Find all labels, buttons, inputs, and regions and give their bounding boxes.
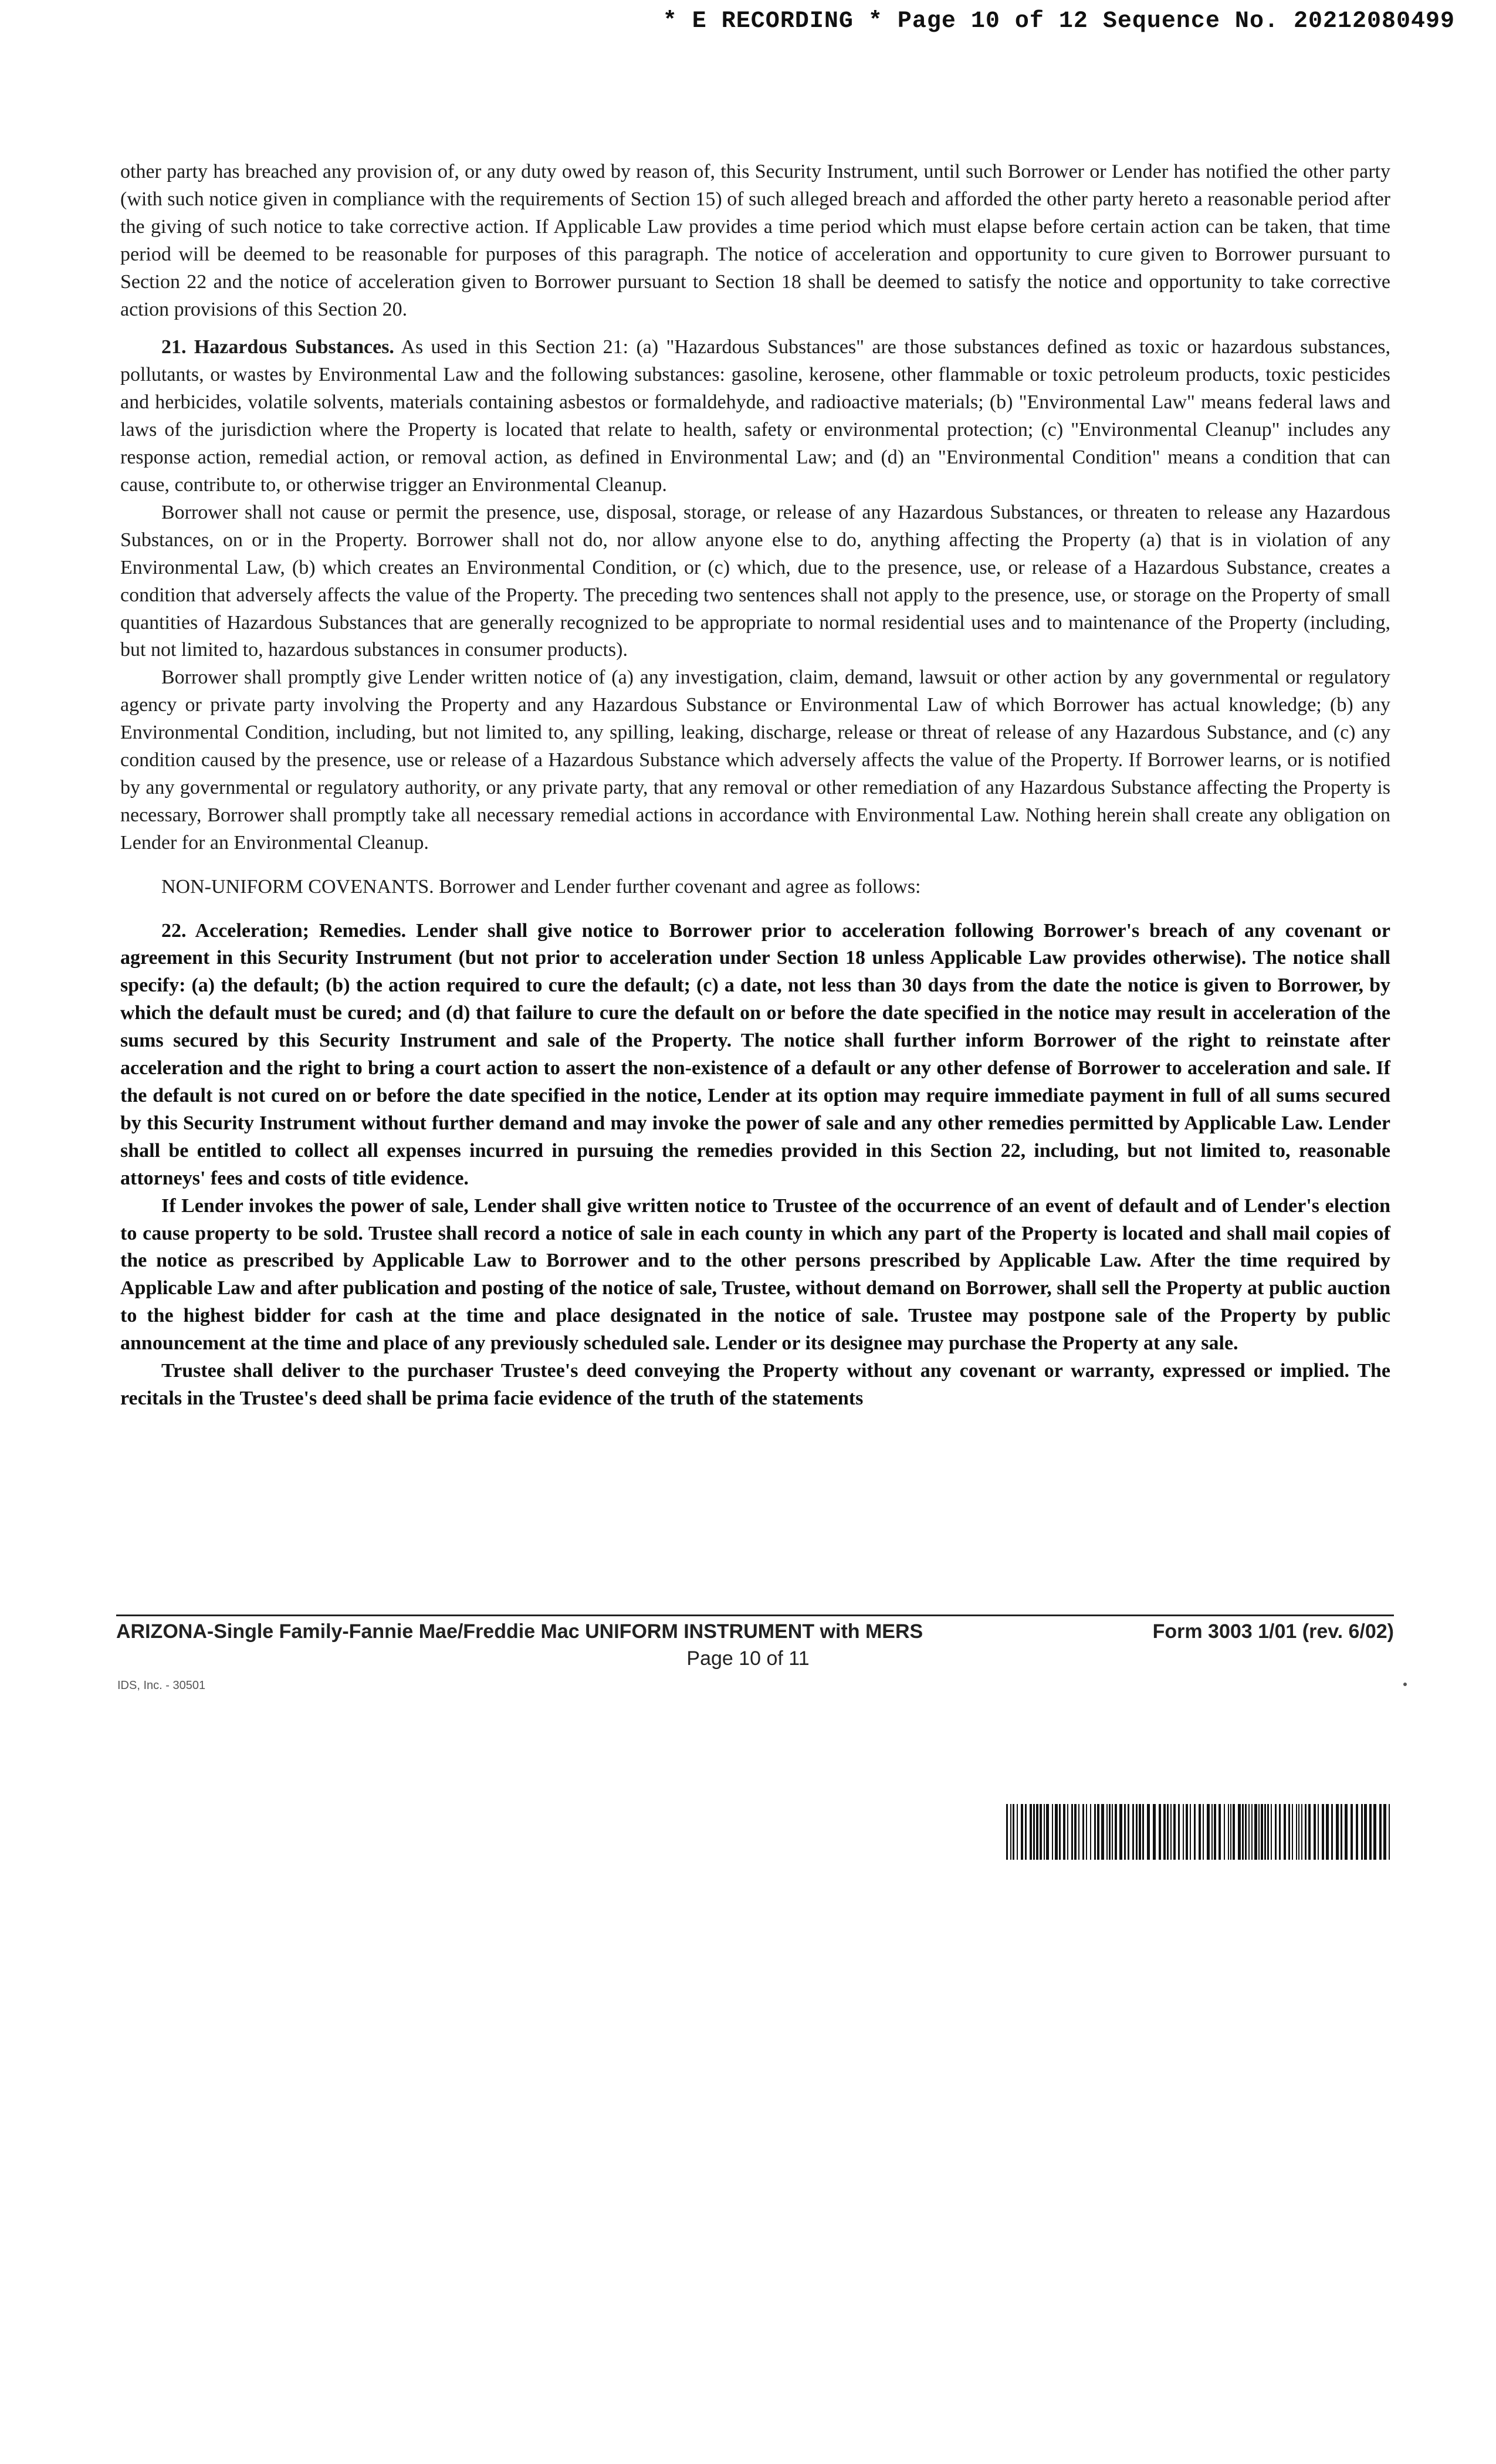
barcode-bar xyxy=(1296,1804,1297,1860)
footer-form-title: ARIZONA-Single Family-Fannie Mae/Freddie Mac UNIFORM INSTRUMENT with MERS xyxy=(116,1620,923,1643)
barcode-bar xyxy=(1052,1804,1053,1860)
barcode-bar xyxy=(1305,1804,1307,1860)
barcode-bar xyxy=(1214,1804,1216,1860)
barcode-bar xyxy=(1373,1804,1376,1860)
barcode-bar xyxy=(1074,1804,1077,1860)
barcode-bar xyxy=(1067,1804,1068,1860)
barcode-bar xyxy=(1219,1804,1221,1860)
barcode-bar xyxy=(1364,1804,1367,1860)
barcode-bar xyxy=(1207,1804,1210,1860)
paragraph-trustee-deed: Trustee shall deliver to the purchaser Trustee's deed conveying the Property without any covenant or warranty, expressed or implied. The recitals in the Trustee's deed shall be prima facie evidence of the truth of the statements xyxy=(120,1360,1390,1409)
barcode-bar xyxy=(1147,1804,1150,1860)
barcode-bar xyxy=(1006,1804,1008,1860)
barcode-bar xyxy=(1112,1804,1113,1860)
barcode-bar xyxy=(1245,1804,1247,1860)
barcode-bar xyxy=(1233,1804,1235,1860)
barcode-bar xyxy=(1211,1804,1213,1860)
paragraph-borrower-shall-not: Borrower shall not cause or permit the presence, use, disposal, storage, or release of any Hazardous Substances, or threaten to release any Hazardous Substances, on or in the Property. Borrower shall not do, nor allow anyone else to do, anything affecting the Property (a) that is in violation of any Environmental Law, (b) which creates an Environmental Condition, or (c) which, due to the presence, use, or release of a Hazardous Substance, creates a condition that adversely affects the value of the Property. The preceding two sentences shall not apply to the presence, use, or storage on the Property of small quantities of Hazardous Substances that are generally recognized to be appropriate to normal residential uses and to maintenance of the Property (including, but not limited to, hazardous substances in consumer products). xyxy=(120,501,1390,661)
barcode-bar xyxy=(1264,1804,1266,1860)
barcode-bar xyxy=(1186,1804,1188,1860)
barcode-bar xyxy=(1331,1804,1333,1860)
footer-form-line xyxy=(116,1620,1394,1643)
barcode-bar xyxy=(1254,1804,1257,1860)
barcode-bar xyxy=(1361,1804,1363,1860)
section-21-text: As used in this Section 21: (a) "Hazardous Substances" are those substances defined as toxic or hazardous substances, pollutants, or wastes by Environmental Law and the following substances: gasoline, kerosene, other flammable or toxic petroleum products, toxic pesticides and herbicides, volatile solvents, materials containing asbestos or formaldehyde, and radioactive materials; (b) "Environmental Law" means federal laws and laws of the jurisdiction where the Property is located that relate to health, safety or environmental protection; (c) "Environmental Cleanup" includes any response action, remedial action, or removal action, as defined in Environmental Law; and (d) an "Environmental Condition" means a condition that can cause, contribute to, or otherwise trigger an Environmental Cleanup. xyxy=(120,336,1390,496)
paragraph-section-22: 22. Acceleration; Remedies. Lender shall give notice to Borrower prior to acceleration following Borrower's breach of any covenant or agreement in this Security Instrument (but not prior to acceleration under Section 18 unless Applicable Law provides otherwise). The notice shall specify: (a) the default; (b) the action required to cure the default; (c) a date, not less than 30 days from the date the notice is given to Borrower, by which the default must be cured; and (d) that failure to cure the default on or before the date specified in the notice may result in acceleration of the sums secured by this Security Instrument and sale of the Property. The notice shall further inform Borrower of the right to reinstate after acceleration and the right to bring a court action to assert the non-existence of a default or any other defense of Borrower to acceleration and sale. If the default is not cured on or before the date specified in the notice, Lender at its option may require immediate payment in full of all sums secured by this Security Instrument without further demand and may invoke the power of sale and any other remedies permitted by Applicable Law. Lender shall be entitled to collect all expenses incurred in pursuing the remedies provided in this Section 22, including, but not limited to, reasonable attorneys' fees and costs of title evidence. xyxy=(120,919,1390,1189)
footer-doc-code: IDS, Inc. - 30501 xyxy=(117,1679,206,1692)
barcode-bar xyxy=(1326,1804,1329,1860)
barcode-graphic xyxy=(1006,1804,1393,1860)
barcode-bar xyxy=(1086,1804,1087,1860)
paragraph-power-of-sale: If Lender invokes the power of sale, Lender shall give written notice to Trustee of the occurrence of an event of default and of Lender's election to cause property to be sold. Trustee shall record a notice of sale in each county in which any part of the Property is located and shall mail copies of the notice as prescribed by Applicable Law to Borrower and to the other persons prescribed by Applicable Law. After the time required by Applicable Law and after publication and posting of the notice of sale, Trustee, without demand on Borrower, shall sell the Property at public auction to the highest bidder for cash at the time and place designated in the notice of sale. Trustee may postpone sale of the Property by public announcement at the time and place of any previously scheduled sale. Lender or its designee may purchase the Property at any sale. xyxy=(120,1194,1390,1355)
barcode-bar xyxy=(1082,1804,1084,1860)
barcode-bar xyxy=(1238,1804,1241,1860)
barcode-bar xyxy=(1301,1804,1302,1860)
paragraph-borrower-notice: Borrower shall promptly give Lender written notice of (a) any investigation, claim, demand, lawsuit or other action by any governmental or regulatory agency or private party involving the Property and any Hazardous Substance or Environmental Law of which Borrower has actual knowledge; (b) any Environmental Condition, including, but not limited to, any spilling, leaking, discharge, release or threat of release of any Hazardous Substance, and (c) any condition caused by the presence, use or release of a Hazardous Substance which adversely affects the value of the Property. If Borrower learns, or is notified by any governmental or regulatory authority, or any private party, that any removal or other remediation of any Hazardous Substance affecting the Property is necessary, Borrower shall promptly take all necessary remedial actions in accordance with Environmental Law. Nothing herein shall create any obligation on Lender for an Environmental Cleanup. xyxy=(120,666,1390,854)
barcode-bar xyxy=(1139,1804,1141,1860)
barcode-bar xyxy=(1336,1804,1339,1860)
barcode-bar xyxy=(1128,1804,1129,1860)
barcode-bar xyxy=(1010,1804,1011,1860)
barcode-bar xyxy=(1078,1804,1079,1860)
barcode-bar xyxy=(1351,1804,1353,1860)
barcode-bar xyxy=(1094,1804,1096,1860)
barcode-bar xyxy=(1230,1804,1231,1860)
barcode-bar xyxy=(1153,1804,1156,1860)
barcode-bar xyxy=(1199,1804,1201,1860)
barcode-bar xyxy=(1345,1804,1348,1860)
footer-divider xyxy=(116,1615,1394,1616)
barcode-bar xyxy=(1142,1804,1144,1860)
barcode-bar xyxy=(1097,1804,1099,1860)
barcode-bar xyxy=(1224,1804,1225,1860)
barcode-bar xyxy=(1194,1804,1196,1860)
barcode-bar xyxy=(1242,1804,1244,1860)
barcode-bar xyxy=(1248,1804,1250,1860)
barcode-bar xyxy=(1136,1804,1138,1860)
barcode-bar xyxy=(1101,1804,1104,1860)
paragraph-section-21 xyxy=(120,334,1390,499)
barcode-bar xyxy=(1183,1804,1184,1860)
barcode-bar xyxy=(1033,1804,1035,1860)
barcode-bar xyxy=(1030,1804,1032,1860)
document-body xyxy=(120,158,1390,1413)
barcode-bar xyxy=(1271,1804,1272,1860)
barcode-bar xyxy=(1013,1804,1014,1860)
barcode-bar xyxy=(1036,1804,1038,1860)
barcode-bar xyxy=(1159,1804,1161,1860)
barcode-bar xyxy=(1106,1804,1108,1860)
barcode-bar xyxy=(1308,1804,1311,1860)
footer-page-number: Page 10 of 11 xyxy=(686,1647,810,1670)
barcode-bar xyxy=(1046,1804,1049,1860)
barcode-bar xyxy=(1322,1804,1324,1860)
paragraph-non-uniform-covenants: NON-UNIFORM COVENANTS. Borrower and Lender further covenant and agree as follows: xyxy=(161,875,921,898)
barcode xyxy=(1006,1804,1393,1860)
barcode-bar xyxy=(1203,1804,1204,1860)
barcode-bar xyxy=(1251,1804,1253,1860)
barcode-bar xyxy=(1021,1804,1023,1860)
barcode-bar xyxy=(1109,1804,1111,1860)
barcode-bar xyxy=(1341,1804,1342,1860)
barcode-bar xyxy=(1063,1804,1065,1860)
barcode-bar xyxy=(1369,1804,1372,1860)
barcode-bar xyxy=(1288,1804,1290,1860)
barcode-bar xyxy=(1267,1804,1269,1860)
footer-form-number: Form 3003 1/01 (rev. 6/02) xyxy=(1152,1620,1394,1643)
barcode-bar xyxy=(1167,1804,1169,1860)
barcode-bar xyxy=(1115,1804,1117,1860)
barcode-bar xyxy=(1383,1804,1386,1860)
barcode-bar xyxy=(1173,1804,1176,1860)
barcode-bar xyxy=(1163,1804,1166,1860)
barcode-bar xyxy=(1298,1804,1299,1860)
barcode-bar xyxy=(1228,1804,1229,1860)
paragraph-section-20-continued: other party has breached any provision of, or any duty owed by reason of, this Security Instrument, until such Borrower or Lender has notified the other party (with such notice given in compliance with the requirements of Section 15) of such alleged breach and afforded the other party hereto a reasonable period after the giving of such notice to take corrective action. If Applicable Law provides a time period which must elapse before certain action can be taken, that time period will be deemed to be reasonable for purposes of this paragraph. The notice of acceleration and opportunity to cure given to Borrower pursuant to Section 22 and the notice of acceleration given to Borrower pursuant to Section 18 shall be deemed to satisfy the notice and opportunity to take corrective action provisions of this Section 20. xyxy=(120,161,1390,320)
barcode-bar xyxy=(1055,1804,1058,1860)
barcode-bar xyxy=(1040,1804,1042,1860)
barcode-bar xyxy=(1025,1804,1027,1860)
barcode-bar xyxy=(1090,1804,1091,1860)
barcode-bar xyxy=(1170,1804,1172,1860)
barcode-bar xyxy=(1318,1804,1319,1860)
barcode-bar xyxy=(1275,1804,1277,1860)
barcode-bar xyxy=(1261,1804,1263,1860)
barcode-bar xyxy=(1132,1804,1134,1860)
barcode-bar xyxy=(1124,1804,1126,1860)
barcode-bar xyxy=(1059,1804,1061,1860)
barcode-bar xyxy=(1258,1804,1260,1860)
barcode-bar xyxy=(1379,1804,1382,1860)
barcode-bar xyxy=(1178,1804,1180,1860)
barcode-bar xyxy=(1356,1804,1358,1860)
barcode-bar xyxy=(1044,1804,1045,1860)
scan-speck xyxy=(1403,1683,1407,1686)
barcode-bar xyxy=(1071,1804,1073,1860)
barcode-bar xyxy=(1292,1804,1293,1860)
barcode-bar xyxy=(1389,1804,1390,1860)
barcode-bar xyxy=(1017,1804,1018,1860)
barcode-bar xyxy=(1279,1804,1281,1860)
barcode-bar xyxy=(1119,1804,1122,1860)
section-21-heading: 21. Hazardous Substances. xyxy=(161,336,394,358)
barcode-bar xyxy=(1314,1804,1316,1860)
barcode-bar xyxy=(1284,1804,1286,1860)
barcode-bar xyxy=(1190,1804,1191,1860)
recording-header: * E RECORDING * Page 10 of 12 Sequence No. 20212080499 xyxy=(662,8,1455,35)
